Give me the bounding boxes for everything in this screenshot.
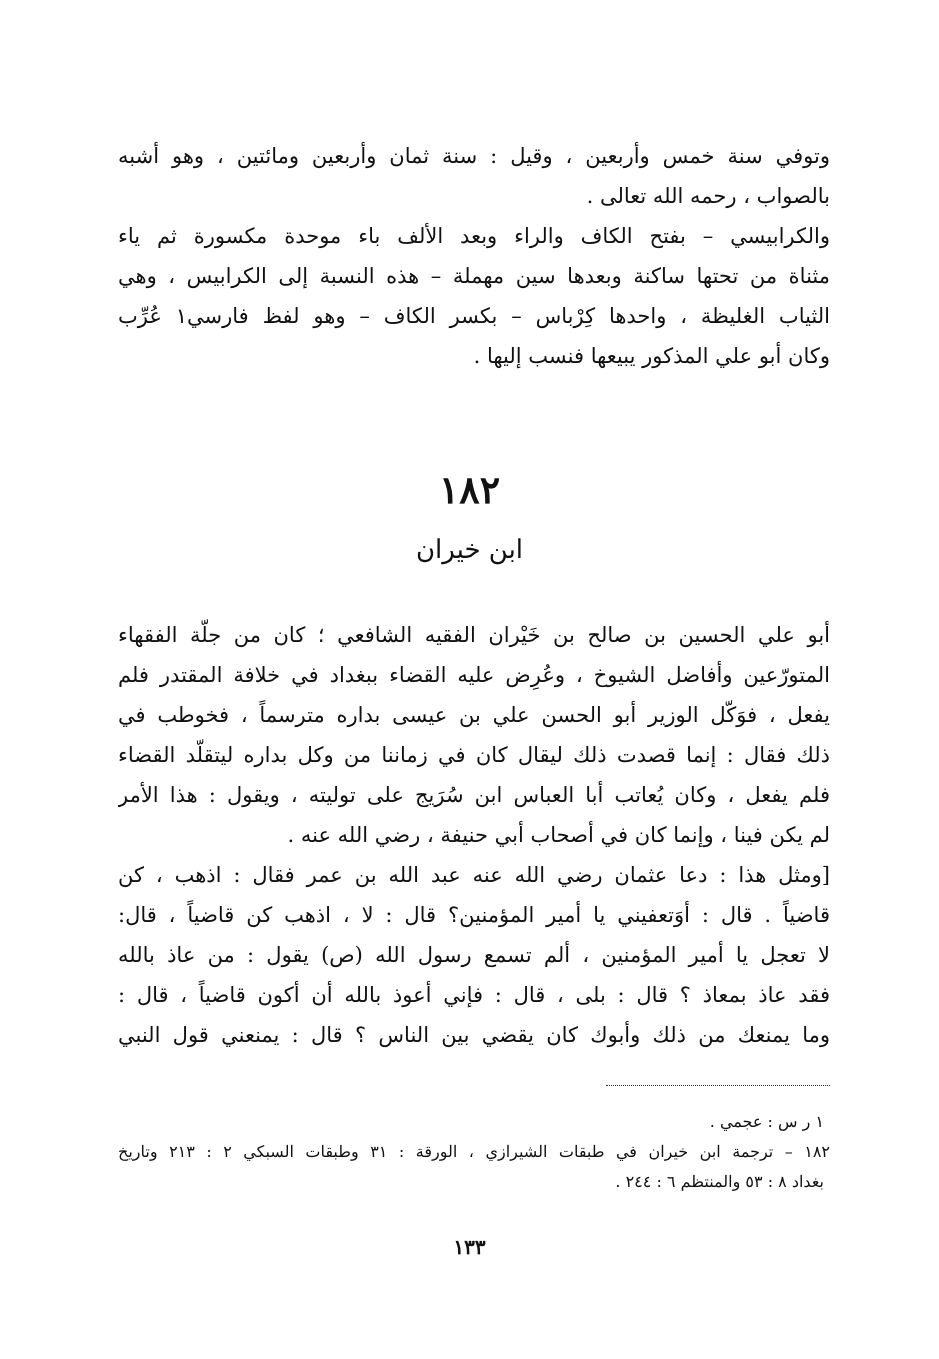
text-line: وكان أبو علي المذكور يبيعها فنسب إليها .: [473, 344, 830, 368]
text-line: بالصواب ، رحمه الله تعالى .: [586, 184, 830, 208]
text-line: فقد عاذ بمعاذ ؟ قال : بلى ، قال : فإني أعوذ بالله أن أكون قاضياً ، قال :: [118, 983, 830, 1007]
entry-number: ١٨٢: [438, 467, 501, 512]
text-line: والكرابيسي – بفتح الكاف والراء وبعد الألف باء موحدة مكسورة ثم ياء: [118, 224, 830, 248]
footnote-line: ١ ر س : عجمي .: [709, 1112, 824, 1131]
text-line: [ومثل هذا : دعا عثمان رضي الله عنه عبد الله بن عمر فقال : اذهب ، كن: [118, 863, 830, 887]
text-line: المتورّعين وأفاضل الشيوخ ، وعُرِض عليه القضاء ببغداد في خلافة المقتدر فلم: [118, 663, 830, 687]
text-line: لم يكن فينا ، وإنما كان في أصحاب أبي حنيفة ، رضي الله عنه .: [287, 823, 830, 847]
continued-paragraph: [118, 136, 830, 376]
text-line: مثناة من تحتها ساكنة وبعدها سين مهملة – هذه النسبة إلى الكرابيس ، وهي: [118, 264, 830, 288]
text-line: الثياب الغليظة ، واحدها كِرْباس – بكسر الكاف – وهو لفظ فارسي١ عُرِّب: [118, 304, 830, 328]
footnote-line: ١٨٢ – ترجمة ابن خيران في طبقات الشيرازي ، الورقة : ٣١ وطبقات السبكي ٢ : ٢١٣ وتاريخ: [118, 1142, 830, 1161]
footnotes: [118, 1107, 830, 1197]
footnote-line: بغداد ٨ : ٥٣ والمنتظم ٦ : ٢٤٤ .: [615, 1172, 824, 1191]
entry-body: [118, 615, 830, 1055]
text-line: ذلك فقال : إنما قصدت ذلك ليقال كان في زماننا من وكل بداره ليتقلّد القضاء: [118, 743, 830, 767]
page-number: ١٣٣: [453, 1235, 486, 1259]
text-line: وتوفي سنة خمس وأربعين ، وقيل : سنة ثمان وأربعين ومائتين ، وهو أشبه: [118, 144, 830, 168]
text-line: وما يمنعك من ذلك وأبوك كان يقضي بين الناس ؟ قال : يمنعني قول النبي: [118, 1023, 830, 1047]
entry-title: ابن خيران: [415, 535, 524, 565]
text-line: قاضياً . قال : أوَتعفيني يا أمير المؤمنين؟ قال : لا ، اذهب كن قاضياً ، قال:: [118, 903, 830, 927]
text-line: لا تعجل يا أمير المؤمنين ، ألم تسمع رسول الله (ص) يقول : من عاذ بالله: [118, 943, 830, 967]
text-line: فلم يفعل ، وكان يُعاتب أبا العباس ابن سُرَيج على توليته ، ويقول : هذا الأمر: [118, 783, 830, 807]
text-line: يفعل ، فوَكّل الوزير أبو الحسن علي بن عيسى بداره مترسماً ، فخوطب في: [118, 703, 830, 727]
text-line: أبو علي الحسين بن صالح بن خَيْران الفقيه الشافعي ؛ كان من جلّة الفقهاء: [118, 623, 830, 647]
footnote-divider: [606, 1085, 830, 1086]
